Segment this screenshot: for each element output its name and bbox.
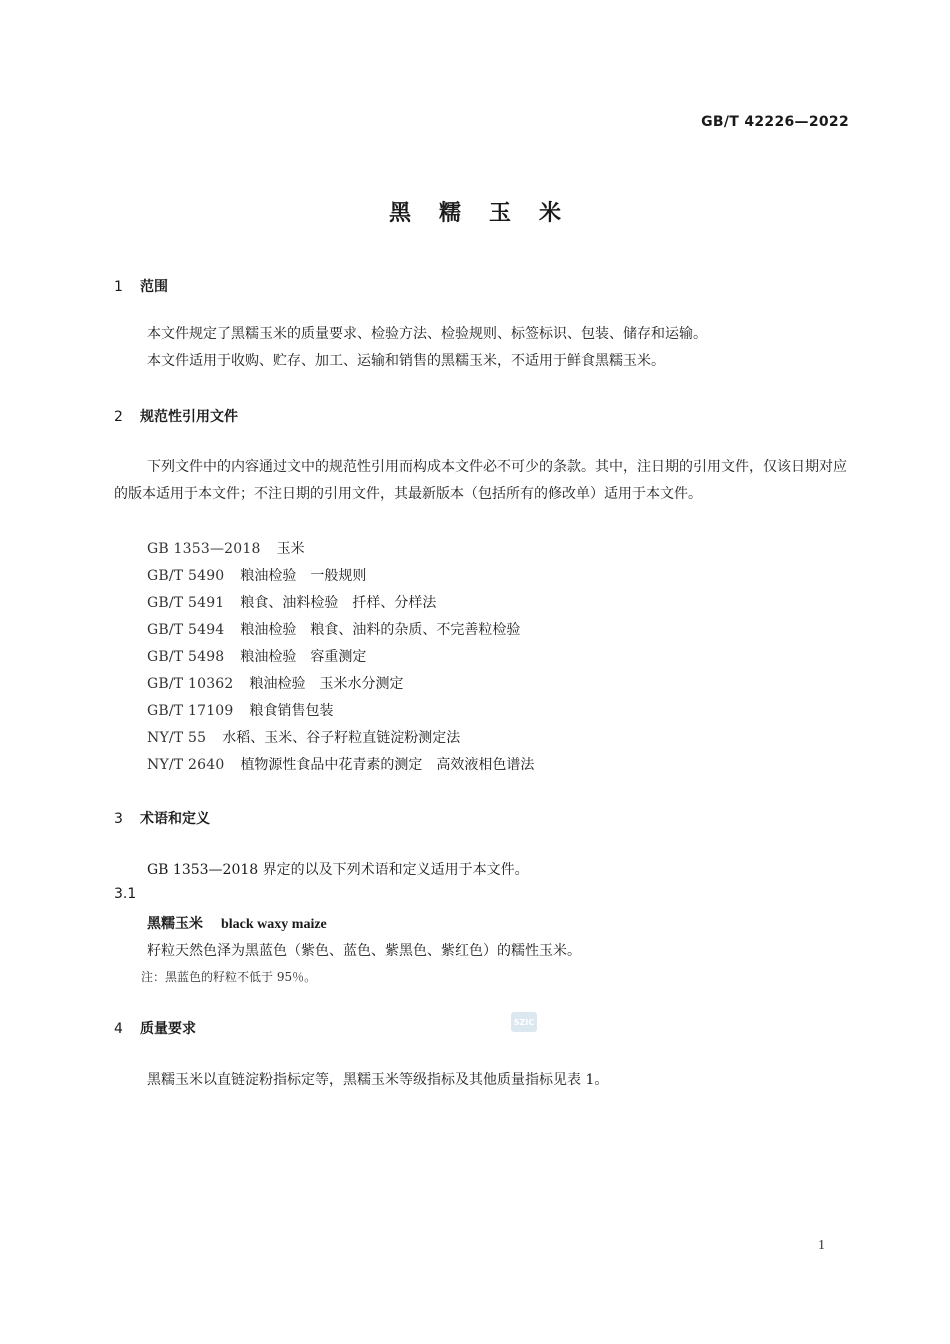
normative-reference — [147, 673, 404, 693]
normative-reference — [147, 646, 366, 666]
section-title: 质量要求 — [140, 1021, 196, 1037]
section-1-paragraph-1: 本文件规定了黑糯玉米的质量要求、检验方法、检验规则、标签标识、包装、储存和运输。 — [147, 326, 707, 342]
reference-code: GB/T 5490 — [147, 568, 225, 584]
watermark-logo — [511, 1012, 537, 1032]
normative-reference — [147, 700, 334, 720]
page-number: 1 — [818, 1238, 825, 1253]
section-number: 1 — [114, 279, 123, 295]
section-3-intro: GB 1353—2018 界定的以及下列术语和定义适用于本文件。 — [147, 862, 529, 878]
section-4-heading — [114, 1018, 196, 1038]
section-title: 规范性引用文件 — [140, 409, 238, 425]
normative-reference — [147, 727, 460, 747]
normative-reference — [147, 592, 436, 612]
reference-code: GB/T 10362 — [147, 676, 234, 692]
section-3-heading — [114, 808, 210, 828]
reference-title: 水稻、玉米、谷子籽粒直链淀粉测定法 — [222, 730, 461, 746]
section-title: 术语和定义 — [140, 811, 210, 827]
section-number: 4 — [114, 1021, 123, 1037]
reference-title: 粮食销售包装 — [249, 703, 334, 719]
section-title: 范围 — [140, 279, 168, 295]
reference-title: 粮油检验 容重测定 — [240, 649, 367, 665]
section-2-heading — [114, 406, 238, 426]
term-english: black waxy maize — [221, 917, 327, 932]
reference-title: 植物源性食品中花青素的测定 高效液相色谱法 — [240, 757, 535, 773]
watermark-text: SZIC — [513, 1017, 535, 1027]
document-title: 黑糯玉米 — [388, 201, 589, 226]
normative-reference — [147, 565, 366, 585]
term-definition: 籽粒天然色泽为黑蓝色（紫色、蓝色、紫黑色、紫红色）的糯性玉米。 — [147, 943, 581, 959]
section-1-heading — [114, 276, 168, 296]
reference-title: 玉米 — [276, 541, 305, 557]
reference-title: 粮油检验 一般规则 — [240, 568, 367, 584]
section-number: 3 — [114, 811, 123, 827]
term-entry — [147, 913, 327, 933]
section-number: 2 — [114, 409, 123, 425]
section-2-intro: 下列文件中的内容通过文中的规范性引用而构成本文件必不可少的条款。其中，注日期的引用文件，仅该日期对应的版本适用于本文件；不注日期的引用文件，其最新版本（包括所有的修改单）适用于本文件。 — [114, 459, 847, 502]
reference-title: 粮油检验 玉米水分测定 — [249, 676, 404, 692]
term-chinese: 黑糯玉米 — [147, 916, 203, 932]
reference-code: GB/T 5498 — [147, 649, 225, 665]
reference-title: 粮食、油料检验 扦样、分样法 — [240, 595, 437, 611]
reference-code: NY/T 55 — [147, 730, 207, 746]
reference-code: GB/T 17109 — [147, 703, 234, 719]
normative-reference — [147, 754, 534, 774]
reference-code: NY/T 2640 — [147, 757, 225, 773]
section-4-paragraph: 黑糯玉米以直链淀粉指标定等，黑糯玉米等级指标及其他质量指标见表 1。 — [147, 1072, 609, 1088]
normative-reference — [147, 619, 520, 639]
term-note: 注：黑蓝色的籽粒不低于 95％。 — [141, 970, 317, 984]
reference-code: GB/T 5491 — [147, 595, 225, 611]
reference-code: GB 1353—2018 — [147, 541, 261, 557]
section-1-paragraph-2: 本文件适用于收购、贮存、加工、运输和销售的黑糯玉米，不适用于鲜食黑糯玉米。 — [147, 353, 665, 369]
reference-title: 粮油检验 粮食、油料的杂质、不完善粒检验 — [240, 622, 521, 638]
reference-code: GB/T 5494 — [147, 622, 225, 638]
term-number: 3.1 — [114, 886, 137, 902]
normative-reference — [147, 538, 305, 558]
standard-code: GB/T 42226—2022 — [701, 114, 849, 130]
